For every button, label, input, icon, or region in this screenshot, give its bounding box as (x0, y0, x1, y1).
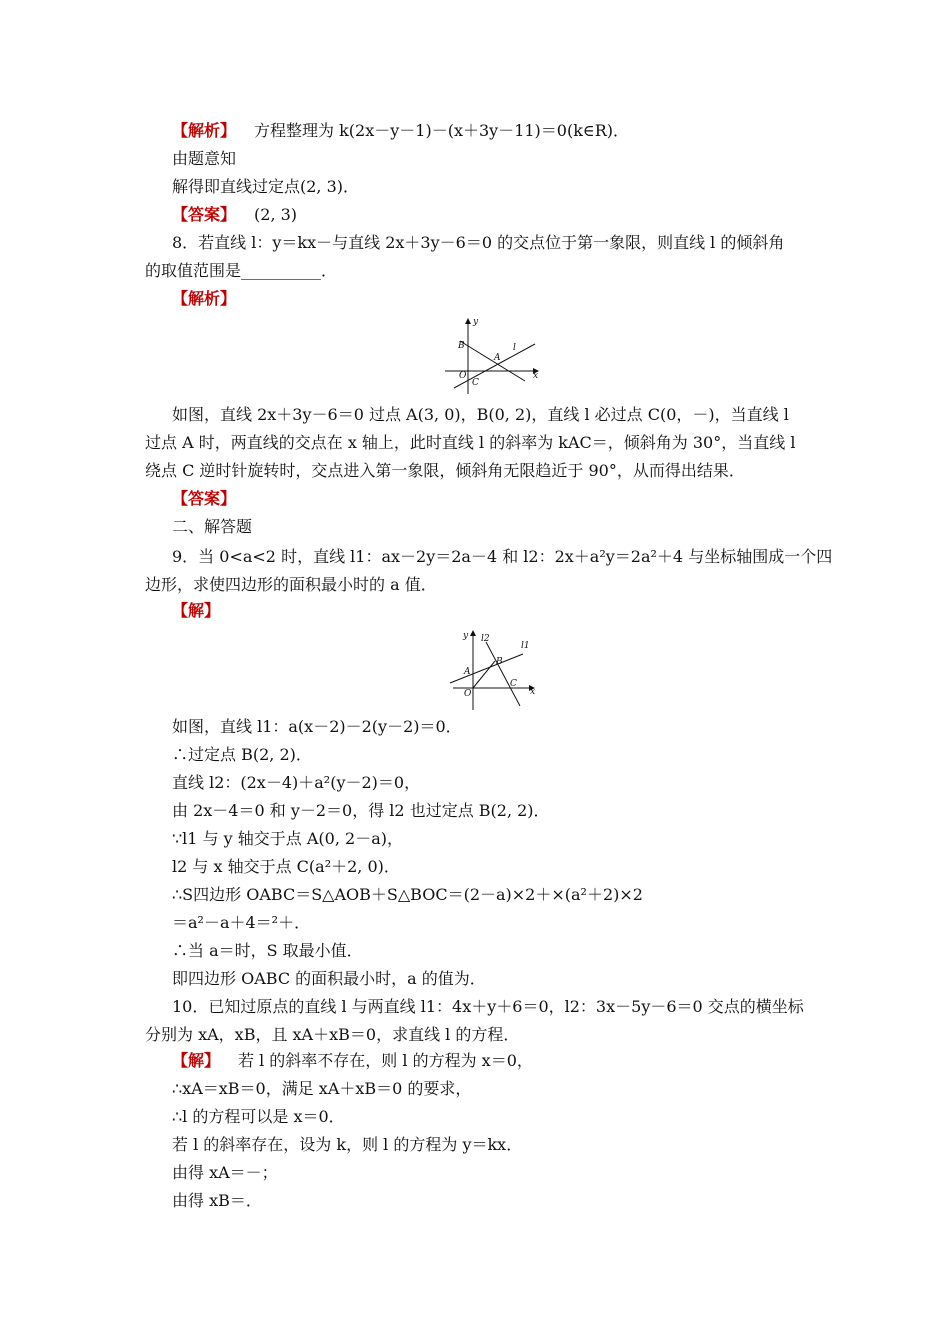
fig2-label: C (510, 679, 517, 689)
fig2-label: O (464, 689, 472, 699)
text-line (172, 288, 254, 310)
line-l2 (486, 642, 520, 706)
text-line: 解得即直线过定点(2, 3)． (172, 177, 360, 196)
fig2-label: B (496, 657, 503, 667)
fig1-label: x (533, 371, 539, 381)
fig1-label: A (494, 353, 501, 363)
text-line: 【解】 若 l 的斜率不存在，则 l 的方程为 x＝0， (172, 1051, 533, 1070)
text-line: 若 l 的斜率存在，设为 k，则 l 的方程为 y＝kx． (172, 1135, 523, 1154)
text-line: 绕点 C 逆时针旋转时，交点进入第一象限，倾斜角无限趋近于 90°，从而得出结果． (145, 461, 745, 480)
text-line: 由得 xB＝． (172, 1191, 262, 1210)
text-line: 如图，直线 l1：a(x－2)－2(y－2)＝0． (172, 717, 462, 736)
question-9: 9．当 0<a<2 时，直线 l1：ax－2y＝2a－4 和 l2：2x＋a²y＝2a²＋4 与坐标轴围成一个四 (172, 547, 833, 566)
text-line: ∴l 的方程可以是 x＝0． (172, 1107, 345, 1126)
text-line: 如图，直线 2x＋3y－6＝0 过点 A(3, 0)，B(0, 2)，直线 l 必过点 C(0，－)，当直线 l (172, 405, 789, 424)
text-line: 由 2x－4＝0 和 y－2＝0，得 l2 也过定点 B(2, 2)． (172, 801, 550, 820)
answer-tag: 【答案】 (172, 205, 237, 224)
question-10-cont: 分别为 xA，xB，且 xA＋xB＝0，求直线 l 的方程． (145, 1025, 520, 1044)
line-l (454, 344, 535, 388)
figure-lines-8 (440, 316, 545, 396)
fig2-label: l2 (481, 634, 490, 644)
question-9-cont: 边形，求使四边形的面积最小时的 a 值． (145, 575, 437, 594)
text-line: ∴当 a＝时，S 取最小值． (172, 941, 363, 960)
fig2-label: y (463, 631, 469, 641)
text-line: ∴S四边形 OABC＝S△AOB＋S△BOC＝(2－a)×2＋×(a²＋2)×2 (172, 885, 643, 904)
fig2-label: A (464, 667, 471, 677)
answer-tag: 【答案】 (172, 489, 237, 508)
text-line: l2 与 x 轴交于点 C(a²＋2, 0)． (172, 857, 400, 876)
question-10: 10．已知过原点的直线 l 与两直线 l1：4x＋y＋6＝0，l2：3x－5y－6＝0 交点的横坐标 (172, 997, 804, 1016)
text-line: 由题意知 (172, 149, 237, 168)
analysis-tag: 【解析】 (172, 289, 237, 308)
solution-tag: 【解】 (172, 1051, 221, 1070)
text-line: ∵l1 与 y 轴交于点 A(0, 2－a)， (172, 829, 403, 848)
segment-OB (473, 661, 495, 688)
question-8: 8．若直线 l：y＝kx－与直线 2x＋3y－6＝0 的交点位于第一象限，则直线 l 的倾斜角 (172, 233, 785, 252)
text-line: 直线 l2：(2x－4)＋a²(y－2)＝0， (172, 773, 421, 792)
fig2-label: l1 (521, 641, 530, 651)
fig2-label: x (530, 687, 536, 697)
text-line: 【答案】 (2, 3) (172, 205, 298, 224)
fig1-label: C (472, 378, 479, 388)
section-heading: 二、解答题 (172, 517, 253, 536)
analysis-tag: 【解析】 (172, 121, 237, 140)
text-line: ＝a²－a＋4＝²＋． (172, 913, 311, 932)
text-line (172, 488, 254, 510)
text-line: 【解析】 方程整理为 k(2x－y－1)－(x＋3y－11)＝0(k∈R)． (172, 121, 630, 140)
fig1-label: O (459, 371, 467, 381)
fig1-label: B (458, 341, 465, 351)
solution-tag: 【解】 (172, 601, 221, 620)
fig1-label: l (513, 343, 516, 353)
text-line: ∴xA＝xB＝0，满足 xA＋xB＝0 的要求， (172, 1079, 472, 1098)
text-line: 由得 xA＝－； (172, 1163, 278, 1182)
fig1-label: y (473, 317, 479, 327)
text-line (172, 600, 238, 622)
question-8-cont: 的取值范围是__________． (145, 261, 338, 280)
text-line: 即四边形 OABC 的面积最小时，a 的值为． (172, 969, 486, 988)
text-line: ∴过定点 B(2, 2)． (172, 745, 312, 764)
figure-lines-9 (448, 628, 540, 712)
text-line: 过点 A 时，两直线的交点在 x 轴上，此时直线 l 的斜率为 kAC＝，倾斜角为 30°，当直线 l (145, 433, 796, 452)
